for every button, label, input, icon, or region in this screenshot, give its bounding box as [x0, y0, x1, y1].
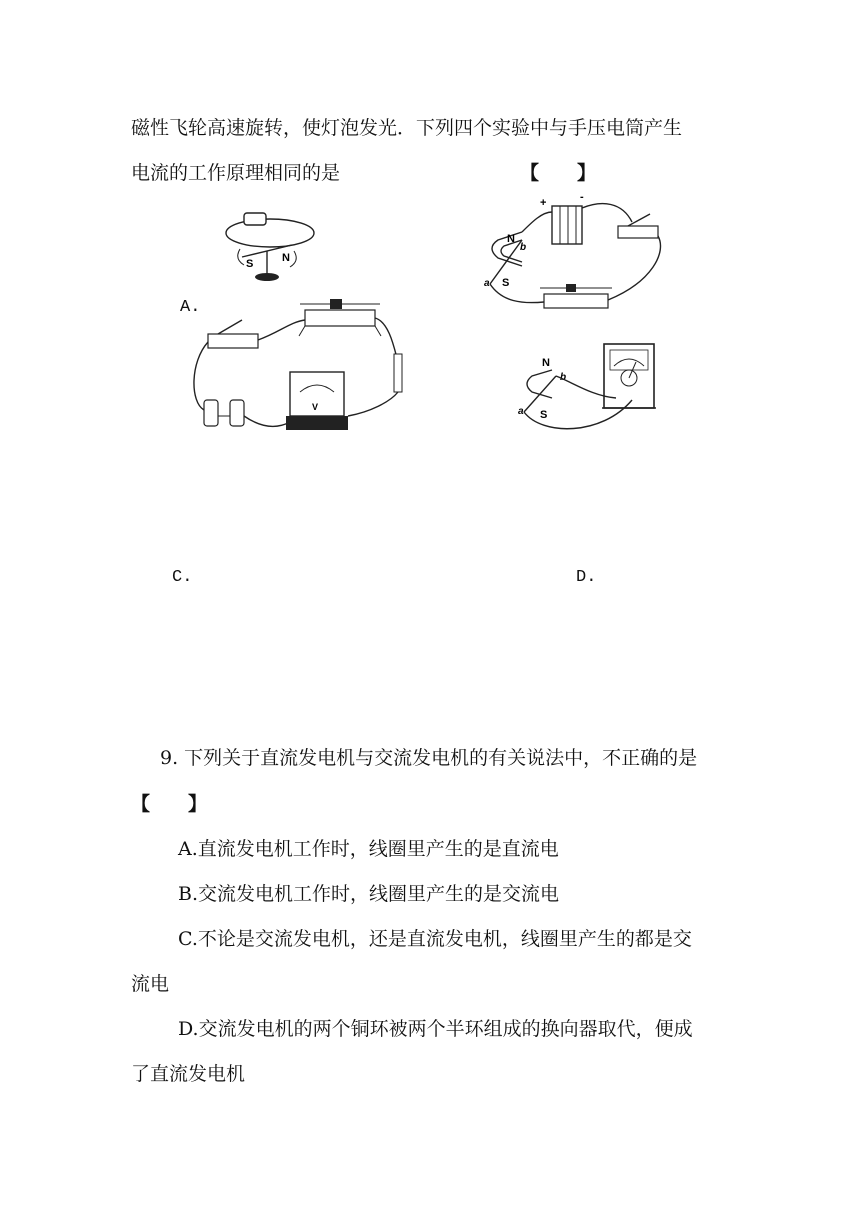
q8-stem-line1: 磁性飞轮高速旋转，使灯泡发光．下列四个实验中与手压电筒产生: [131, 117, 683, 139]
battery-icon: [552, 206, 582, 244]
option-c-label: C.: [172, 568, 193, 587]
end-b-label: b: [520, 242, 527, 253]
cell-icon: [204, 400, 218, 426]
battery-plus-label: +: [540, 197, 547, 209]
q9-option-d-line2: 了直流发电机: [131, 1063, 246, 1085]
q9-option-d-line1: D.交流发电机的两个铜环被两个半环组成的换向器取代，便成: [178, 1018, 693, 1040]
end-a-label: a: [518, 406, 524, 417]
pole-s-label: S: [540, 409, 548, 421]
pole-n-label: N: [507, 233, 515, 245]
figure-b-battery-magnet-circuit: [482, 192, 672, 322]
option-a-label: A.: [180, 298, 201, 317]
pole-s-label: S: [502, 277, 510, 289]
q9-option-b: B.交流发电机工作时，线圈里产生的是交流电: [178, 883, 560, 905]
rheostat-icon: [544, 294, 608, 308]
coil-icon: [244, 213, 266, 225]
battery-minus-label: -: [580, 191, 584, 203]
end-a-label: a: [484, 278, 490, 289]
pole-n-label: N: [282, 252, 290, 264]
end-b-label: b: [560, 372, 567, 383]
pole-s-label: S: [246, 258, 254, 270]
q9-stem: 9. 下列关于直流发电机与交流发电机的有关说法中，不正确的是: [160, 747, 698, 769]
figure-d-galvanometer-circuit: [512, 340, 662, 440]
switch-icon: [618, 226, 658, 238]
figure-a-magnet-coil: [222, 205, 332, 285]
figure-c-voltmeter-circuit: [190, 292, 420, 447]
q9-option-a: A.直流发电机工作时，线圈里产生的是直流电: [178, 838, 559, 860]
cell-icon: [230, 400, 244, 426]
q8-answer-bracket: 【 】: [520, 162, 597, 184]
option-d-label: D.: [576, 568, 597, 587]
q9-option-c-line2: 流电: [131, 973, 170, 995]
switch-icon: [208, 334, 258, 348]
pole-n-label: N: [542, 357, 550, 369]
q9-answer-bracket: 【 】: [131, 793, 208, 815]
voltmeter-symbol: V: [312, 402, 319, 412]
q9-option-c-line1: C.不论是交流发电机，还是直流发电机，线圈里产生的都是交: [178, 928, 692, 950]
rheostat-icon: [305, 310, 375, 326]
q8-stem-line2: 电流的工作原理相同的是: [131, 162, 341, 184]
